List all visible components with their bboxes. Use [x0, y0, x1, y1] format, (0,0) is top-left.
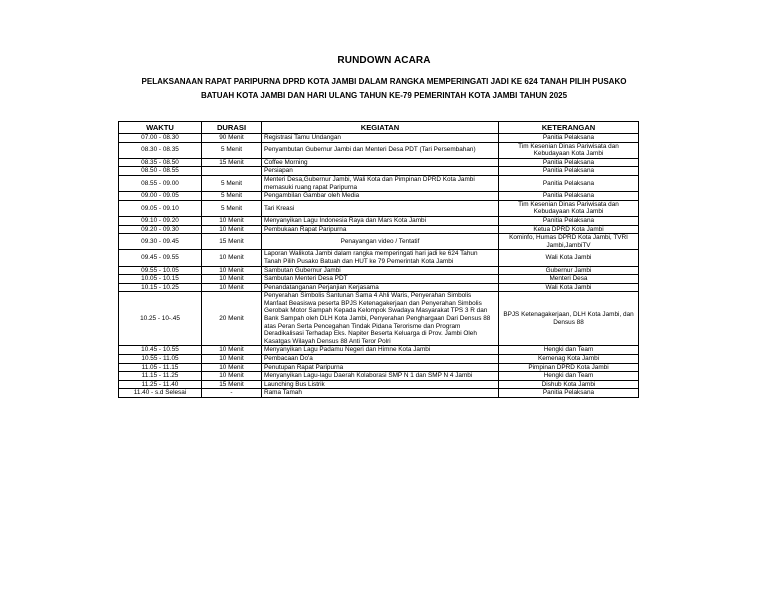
cell-waktu: 10.55 - 11.05 — [119, 355, 202, 364]
cell-durasi: 20 Menit — [202, 292, 262, 346]
cell-kegiatan: Sambutan Gubernur Jambi — [262, 266, 499, 275]
cell-kegiatan: Tari Kreasi — [262, 200, 499, 216]
cell-durasi: 10 Menit — [202, 346, 262, 355]
cell-durasi: 10 Menit — [202, 363, 262, 372]
cell-keterangan: Kemenag Kota Jambi — [499, 355, 639, 364]
table-row — [119, 142, 639, 158]
cell-keterangan: Panitia Pelaksana — [499, 389, 639, 398]
header-keterangan: KETERANGAN — [499, 122, 639, 134]
table-row — [119, 346, 639, 355]
cell-keterangan: Hengki dan Team — [499, 372, 639, 381]
table-row — [119, 158, 639, 167]
document-subtitle-line-2: BATUAH KOTA JAMBI DAN HARI ULANG TAHUN KE-79 PEMERINTAH KOTA JAMBI TAHUN 2025 — [200, 91, 568, 100]
cell-keterangan: Wali Kota Jambi — [499, 283, 639, 292]
cell-keterangan: Ketua DPRD Kota Jambi — [499, 225, 639, 234]
cell-kegiatan: Penyambutan Gubernur Jambi dan Menteri Desa PDT (Tari Persembahan) — [262, 142, 499, 158]
cell-kegiatan: Penyerahan Simbolis Santunan Sama 4 Ahli Waris, Penyerahan Simbolis Manfaat Beasiswa peserta BPJS Ketenagakerjaan dan Penyerahan Simbolis Gerobak Motor Sampah Kepada Kelompok Swadaya Masyarakat TPS 3 R dan Bank Sampah oleh DLH Kota Jambi, Penyerahan Penghargaan Dari Densus 88 atas Peran Serta Pencegahan Tindak Pidana Terorisme dan Program Deradikalisasi Terhadap Eks. Napiter Beserta Keluarga di Prov. Jambi Oleh Kasatgas Wilayah Densus 88 Anti Teror Polri — [262, 292, 499, 346]
table-row — [119, 250, 639, 266]
cell-durasi: 15 Menit — [202, 158, 262, 167]
cell-keterangan: Panitia Pelaksana — [499, 216, 639, 225]
table-row — [119, 275, 639, 284]
table-row — [119, 363, 639, 372]
table-row — [119, 389, 639, 398]
cell-keterangan: Hengki dan Team — [499, 346, 639, 355]
cell-kegiatan: Coffee Morning — [262, 158, 499, 167]
cell-waktu: 10.25 - 10-.45 — [119, 292, 202, 346]
cell-keterangan: Panitia Pelaksana — [499, 175, 639, 191]
cell-durasi: 10 Menit — [202, 283, 262, 292]
document-title: RUNDOWN ACARA — [337, 55, 431, 66]
cell-waktu: 09.45 - 09.55 — [119, 250, 202, 266]
table-row — [119, 216, 639, 225]
cell-kegiatan: Registrasi Tamu Undangan — [262, 134, 499, 143]
cell-kegiatan: Pengambilan Gambar oleh Media — [262, 192, 499, 201]
cell-waktu: 09.05 - 09.10 — [119, 200, 202, 216]
cell-kegiatan: Launching Bus Listrik — [262, 380, 499, 389]
cell-waktu: 10.05 - 10.15 — [119, 275, 202, 284]
cell-durasi: 10 Menit — [202, 355, 262, 364]
table-row — [119, 225, 639, 234]
header-kegiatan: KEGIATAN — [262, 122, 499, 134]
cell-durasi — [202, 167, 262, 176]
cell-durasi: 5 Menit — [202, 175, 262, 191]
cell-keterangan: Panitia Pelaksana — [499, 192, 639, 201]
cell-keterangan: Tim Kesenian Dinas Pariwisata dan Kebudayaan Kota Jambi — [499, 200, 639, 216]
cell-kegiatan: Pembacaan Do'a — [262, 355, 499, 364]
header-waktu: WAKTU — [119, 122, 202, 134]
table-row — [119, 167, 639, 176]
document-subtitle-line-1: PELAKSANAAN RAPAT PARIPURNA DPRD KOTA JAMBI DALAM RANGKA MEMPERINGATI JADI KE 624 TANAH PILIH PUSAKO — [141, 77, 627, 86]
cell-kegiatan: Penayangan video / Tentatif — [262, 234, 499, 250]
cell-durasi: 5 Menit — [202, 200, 262, 216]
cell-waktu: 11.15 - 11.25 — [119, 372, 202, 381]
cell-keterangan: Wali Kota Jambi — [499, 250, 639, 266]
cell-waktu: 08.55 - 09.00 — [119, 175, 202, 191]
cell-keterangan: Pimpinan DPRD Kota Jambi — [499, 363, 639, 372]
cell-durasi: 10 Menit — [202, 372, 262, 381]
cell-durasi: 15 Menit — [202, 380, 262, 389]
table-row — [119, 175, 639, 191]
cell-durasi: 10 Menit — [202, 225, 262, 234]
cell-durasi: 10 Menit — [202, 216, 262, 225]
cell-keterangan: Panitia Pelaksana — [499, 158, 639, 167]
cell-durasi: 10 Menit — [202, 275, 262, 284]
cell-kegiatan: Menyanyikan Lagu Indonesia Raya dan Mars Kota Jambi — [262, 216, 499, 225]
cell-waktu: 10.45 - 10.55 — [119, 346, 202, 355]
cell-keterangan: Menteri Desa — [499, 275, 639, 284]
cell-waktu: 09.00 - 09.05 — [119, 192, 202, 201]
header-durasi: DURASI — [202, 122, 262, 134]
cell-waktu: 09.55 - 10.05 — [119, 266, 202, 275]
cell-keterangan: Dishub Kota Jambi — [499, 380, 639, 389]
table-row — [119, 372, 639, 381]
cell-kegiatan: Menyanyikan Lagu-lagu Daerah Kolaborasi SMP N 1 dan SMP N 4 Jambi — [262, 372, 499, 381]
table-row — [119, 266, 639, 275]
table-row — [119, 192, 639, 201]
cell-waktu: 08.50 - 08.55 — [119, 167, 202, 176]
cell-kegiatan: Menyanyikan Lagu Padamu Negeri dan Himne Kota Jambi — [262, 346, 499, 355]
rundown-table — [118, 121, 639, 398]
cell-kegiatan: Menteri Desa,Gubernur Jambi, Wali Kota dan Pimpinan DPRD Kota Jambi memasuki ruang rapat Paripurna — [262, 175, 499, 191]
table-row — [119, 234, 639, 250]
cell-waktu: 10.15 - 10.25 — [119, 283, 202, 292]
table-row — [119, 134, 639, 143]
cell-kegiatan: Penutupan Rapat Paripurna — [262, 363, 499, 372]
cell-keterangan: Gubernur Jambi — [499, 266, 639, 275]
cell-waktu: 08.35 - 08.50 — [119, 158, 202, 167]
cell-durasi: - — [202, 389, 262, 398]
table-row — [119, 283, 639, 292]
cell-keterangan: Tim Kesenian Dinas Pariwisata dan Kebudayaan Kota Jambi — [499, 142, 639, 158]
cell-kegiatan: Sambutan Menteri Desa PDT — [262, 275, 499, 284]
cell-kegiatan: Penandatanganan Perjanjian Kerjasama — [262, 283, 499, 292]
table-row — [119, 292, 639, 346]
cell-waktu: 11.40 - s.d Selesai — [119, 389, 202, 398]
cell-kegiatan: Pembukaan Rapat Paripurna — [262, 225, 499, 234]
cell-kegiatan: Rama Tamah — [262, 389, 499, 398]
cell-durasi: 5 Menit — [202, 192, 262, 201]
cell-kegiatan: Laporan Walikota Jambi dalam rangka memperingati hari jadi ke 624 Tahun Tanah Pilih Pusako Batuah dan HUT ke 79 Pemerintah Kota Jambi — [262, 250, 499, 266]
table-row — [119, 200, 639, 216]
cell-waktu: 07.00 - 08.30 — [119, 134, 202, 143]
table-row — [119, 380, 639, 389]
cell-keterangan: BPJS Ketenagakerjaan, DLH Kota Jambi, dan Densus 88 — [499, 292, 639, 346]
cell-durasi: 10 Menit — [202, 266, 262, 275]
table-row — [119, 355, 639, 364]
cell-durasi: 5 Menit — [202, 142, 262, 158]
cell-keterangan: Kominfo, Humas DPRD Kota Jambi, TVRI Jambi,JambiTV — [499, 234, 639, 250]
table-header-row — [119, 122, 639, 134]
cell-waktu: 11.25 - 11.40 — [119, 380, 202, 389]
cell-keterangan: Panitia Pelaksana — [499, 167, 639, 176]
cell-waktu: 09.20 - 09.30 — [119, 225, 202, 234]
cell-durasi: 10 Menit — [202, 250, 262, 266]
cell-waktu: 09.10 - 09.20 — [119, 216, 202, 225]
cell-kegiatan: Persiapan — [262, 167, 499, 176]
cell-durasi: 90 Menit — [202, 134, 262, 143]
cell-durasi: 15 Menit — [202, 234, 262, 250]
cell-waktu: 08.30 - 08.35 — [119, 142, 202, 158]
cell-keterangan: Panitia Pelaksana — [499, 134, 639, 143]
cell-waktu: 11.05 - 11.15 — [119, 363, 202, 372]
cell-waktu: 09.30 - 09.45 — [119, 234, 202, 250]
